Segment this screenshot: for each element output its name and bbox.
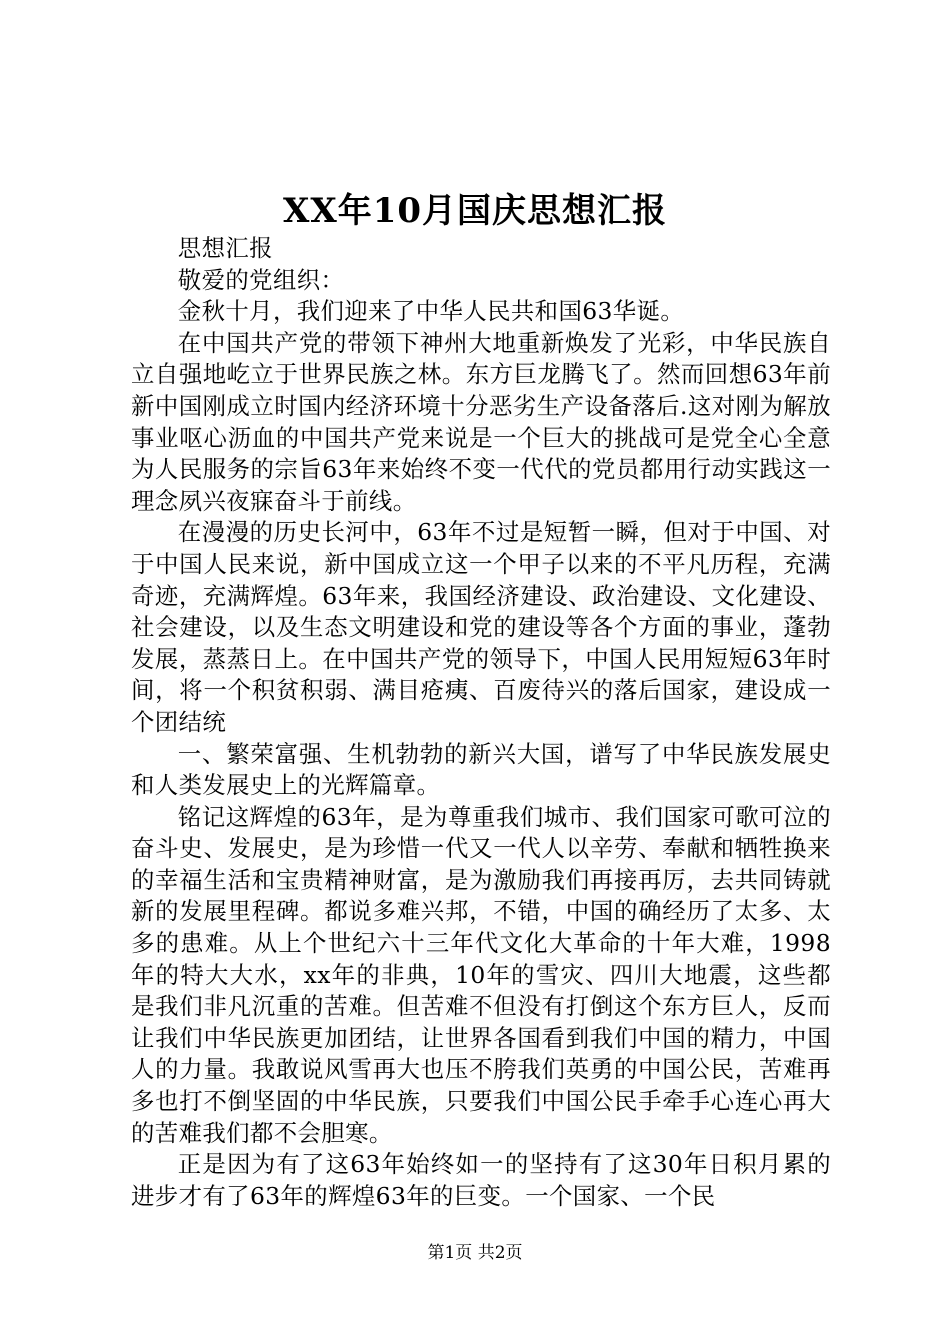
- document-body: [131, 233, 831, 1212]
- paragraph: 铭记这辉煌的63年，是为尊重我们城市、我们国家可歌可泣的奋斗史、发展史，是为珍惜一代又一代人以辛劳、奉献和牺牲换来的幸福生活和宝贵精神财富，是为激励我们再接再厉，去共同铸就新的发展里程碑。都说多难兴邦，不错，中国的确经历了太多、太多的患难。从上个世纪六十三年代文化大革命的十年大难，1998年的特大大水，xx年的非典，10年的雪灾、四川大地震，这些都是我们非凡沉重的苦难。但苦难不但没有打倒这个东方巨人，反而让我们中华民族更加团结，让世界各国看到我们中国的精力，中国人的力量。我敢说风雪再大也压不胯我们英勇的中国公民，苦难再多也打不倒坚固的中华民族，只要我们中国公民手牵手心连心再大的苦难我们都不会胆寒。: [131, 802, 831, 1147]
- paragraph: 正是因为有了这63年始终如一的坚持有了这30年日积月累的进步才有了63年的辉煌63年的巨变。一个国家、一个民: [131, 1150, 831, 1210]
- paragraph: 一、繁荣富强、生机勃勃的新兴大国，谱写了中华民族发展史和人类发展史上的光辉篇章。: [131, 739, 831, 800]
- paragraph: 金秋十月，我们迎来了中华人民共和国63华诞。: [177, 297, 685, 326]
- document-title: XX年10月国庆思想汇报: [282, 191, 668, 231]
- page-footer: 第1页 共2页: [427, 1243, 523, 1263]
- paragraph: 敬爱的党组织：: [177, 265, 345, 294]
- paragraph: 思想汇报: [177, 234, 273, 262]
- paragraph: 在中国共产党的带领下神州大地重新焕发了光彩，中华民族自立自强地屹立于世界民族之林。东方巨龙腾飞了。然而回想63年前新中国刚成立时国内经济环境十分恶劣生产设备落后.这对刚为解放事业呕心沥血的中国共产党来说是一个巨大的挑战可是党全心全意为人民服务的宗旨63年来始终不变一代代的党员都用行动实践这一理念夙兴夜寐奋斗于前线。: [131, 328, 831, 515]
- paragraph: 在漫漫的历史长河中，63年不过是短暂一瞬，但对于中国、对于中国人民来说，新中国成立这一个甲子以来的不平凡历程，充满奇迹，充满辉煌。63年来，我国经济建设、政治建设、文化建设、社会建设，以及生态文明建设和党的建设等各个方面的事业，蓬勃发展，蒸蒸日上。在中国共产党的领导下，中国人民用短短63年时间，将一个积贫积弱、满目疮痍、百废待兴的落后国家，建设成一个团结统: [131, 518, 831, 736]
